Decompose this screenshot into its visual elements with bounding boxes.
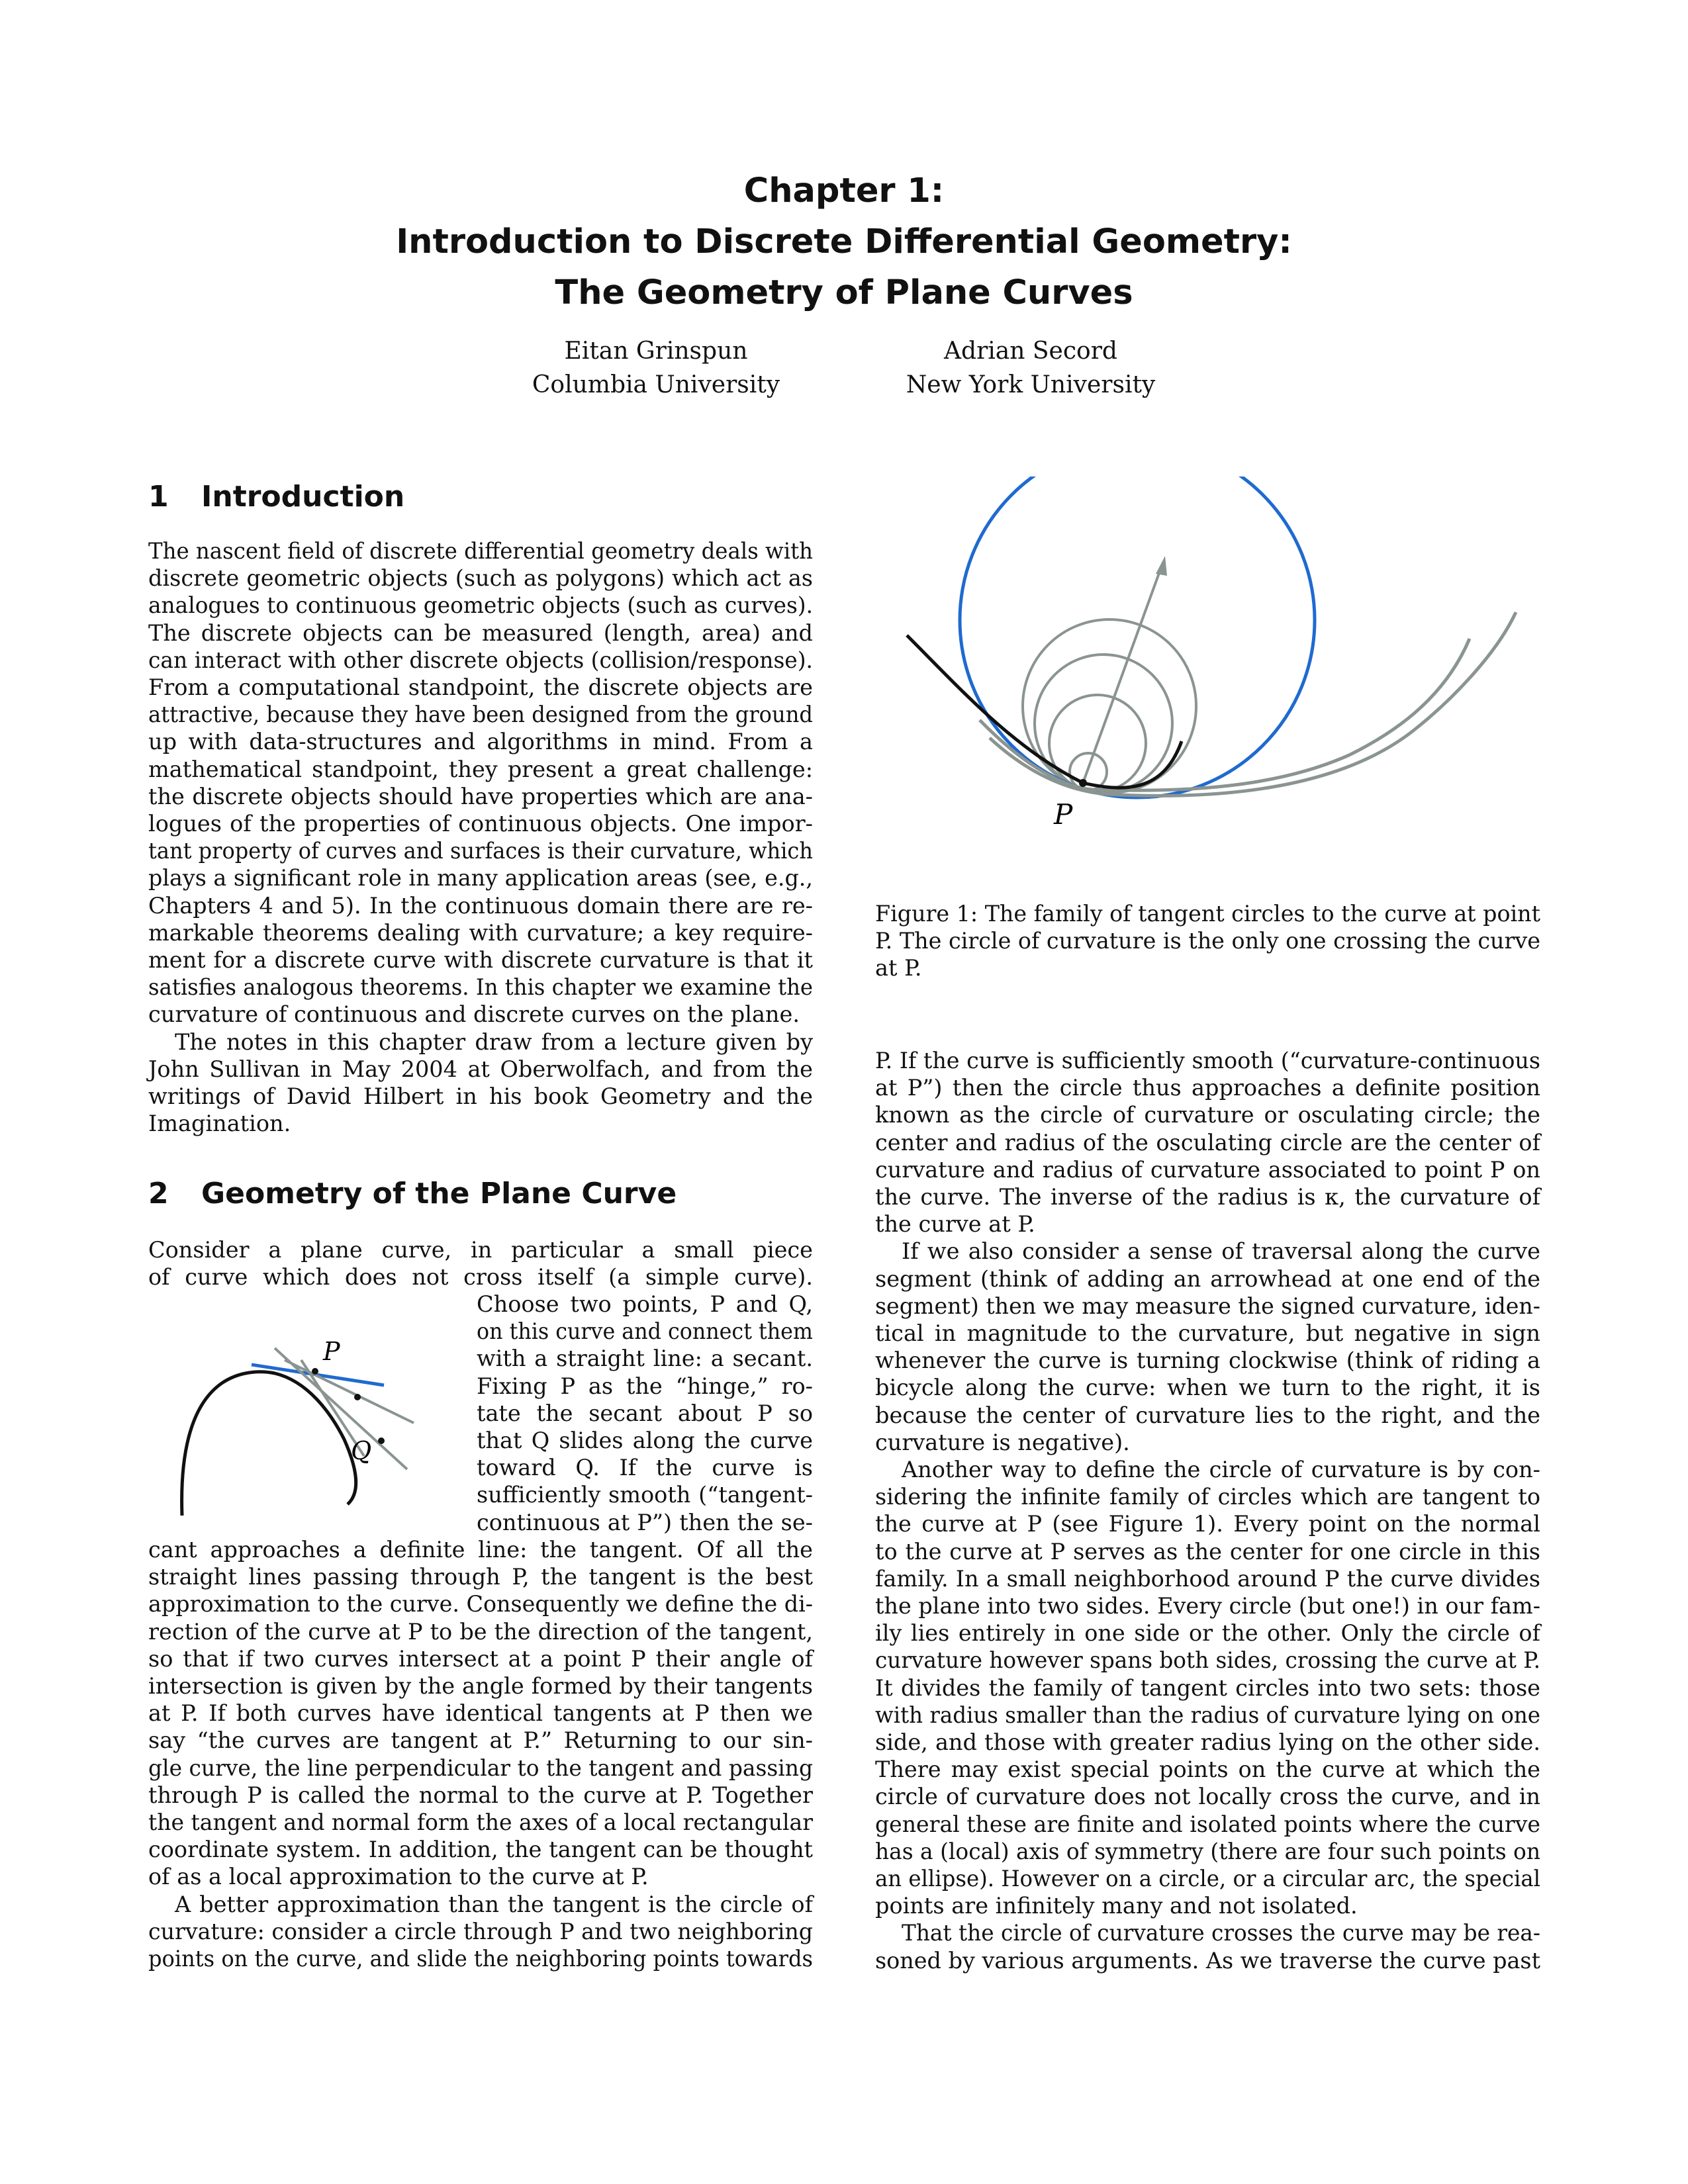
text-line: segment) then we may measure the signed curvature, iden- <box>875 1293 1540 1319</box>
text-line: of as a local approximation to the curve at P. <box>148 1864 649 1890</box>
label-p: P <box>323 1340 340 1366</box>
author-name: Adrian Secord <box>944 338 1117 365</box>
text-line: Fixing P as the “hinge,” ro- <box>477 1373 813 1399</box>
text-line: say “the curves are tangent at P.” Returning to our sin- <box>148 1727 813 1754</box>
point-p-dot <box>312 1368 318 1375</box>
title-line-3: The Geometry of Plane Curves <box>555 273 1133 312</box>
text-line: Another way to define the circle of curvature is by con- <box>902 1457 1540 1482</box>
text-line: writings of David Hilbert in his book Geometry and the <box>148 1083 813 1109</box>
text-line: with radius smaller than the radius of curvature lying on one <box>875 1702 1540 1728</box>
text-line: the curve at P. <box>875 1211 1035 1238</box>
text-line: discrete geometric objects (such as polygons) which act as <box>148 565 813 592</box>
text-line: curvature and radius of curvature associated to point P on <box>875 1156 1540 1183</box>
text-line: general these are finite and isolated points where the curve <box>875 1811 1540 1837</box>
text-line: known as the circle of curvature or osculating circle; the <box>875 1102 1540 1128</box>
text-line: That the circle of curvature crosses the curve may be rea- <box>902 1920 1540 1946</box>
text-line: cant approaches a definite line: the tangent. Of all the <box>148 1537 813 1563</box>
author-affiliation: New York University <box>906 371 1156 398</box>
text-line: at P”) then the circle thus approaches a definite position <box>875 1075 1540 1101</box>
text-line: ily lies entirely in one side or the other. Only the circle of <box>875 1620 1540 1647</box>
text-line: From a computational standpoint, the discrete objects are <box>148 674 813 700</box>
section-heading <box>148 480 404 514</box>
text-line: gle curve, the line perpendicular to the tangent and passing <box>148 1754 813 1781</box>
text-line: mathematical standpoint, they present a great challenge: <box>148 756 813 782</box>
author-block <box>484 334 828 402</box>
text-line: The nascent field of discrete differential geometry deals with <box>148 538 813 564</box>
text-line: ment for a discrete curve with discrete curvature is that it <box>148 947 813 973</box>
normal-arrow <box>1083 566 1162 783</box>
text-line: sidering the infinite family of circles which are tangent to <box>875 1484 1540 1510</box>
text-line: P. If the curve is sufficiently smooth (“curvature-continuous <box>875 1048 1540 1073</box>
text-line: curvature: consider a circle through P and two neighboring <box>148 1918 813 1944</box>
point-q-dot <box>378 1437 385 1444</box>
caption-line: at P. <box>875 955 922 981</box>
text-line: sufficiently smooth (“tangent- <box>477 1482 813 1508</box>
caption-line: Figure 1: The family of tangent circles to the curve at point <box>875 901 1540 927</box>
point-p-dot <box>1079 779 1087 787</box>
text-line: tant property of curves and surfaces is their curvature, which <box>148 838 813 864</box>
label-q: Q <box>351 1436 372 1465</box>
text-line: analogues to continuous geometric objects (such as curves). <box>148 592 813 619</box>
text-line: soned by various arguments. As we traverse the curve past <box>875 1947 1540 1974</box>
text-line: points on the curve, and slide the neighboring points towards <box>148 1946 813 1972</box>
text-line: on this curve and connect them <box>477 1318 813 1345</box>
text-line: Choose two points, P and Q, <box>477 1291 813 1317</box>
text-line: the curve. The inverse of the radius is κ, the curvature of <box>875 1184 1540 1210</box>
text-line: approximation to the curve. Consequently we define the di- <box>148 1591 813 1617</box>
text-line: If we also consider a sense of traversal along the curve <box>902 1238 1540 1265</box>
text-line: plays a significant role in many application areas (see, e.g., <box>148 865 813 891</box>
text-line: points are infinitely many and not isolated. <box>875 1893 1358 1919</box>
text-line: continuous at P”) then the se- <box>477 1509 813 1535</box>
text-line: an ellipse). However on a circle, or a circular arc, the special <box>875 1866 1540 1891</box>
text-line: It divides the family of tangent circles into two sets: those <box>875 1674 1540 1701</box>
text-line: logues of the properties of continuous objects. One impor- <box>148 811 813 837</box>
section-number: 1 <box>148 480 169 514</box>
figure-1-tangent-circles <box>880 477 1529 847</box>
author-name: Eitan Grinspun <box>564 338 748 365</box>
text-line: John Sullivan in May 2004 at Oberwolfach, and from the <box>148 1056 813 1082</box>
secant-line-2 <box>285 1360 414 1423</box>
section-heading <box>148 1177 677 1210</box>
text-line: curvature of continuous and discrete curves on the plane. <box>148 1001 800 1028</box>
text-line: with a straight line: a secant. <box>477 1345 813 1372</box>
text-line: family. In a small neighborhood around P the curve divides <box>875 1565 1540 1592</box>
secant-figure <box>159 1340 477 1519</box>
text-line: so that if two curves intersect at a point P their angle of <box>148 1645 813 1672</box>
section-title: Geometry of the Plane Curve <box>201 1177 677 1210</box>
text-line: can interact with other discrete objects (collision/response). <box>148 647 813 673</box>
text-line: intersection is given by the angle formed by their tangents <box>148 1673 813 1699</box>
text-line: A better approximation than the tangent is the circle of <box>175 1891 813 1917</box>
figure-label-p: P <box>1054 798 1073 831</box>
text-line: attractive, because they have been designed from the ground <box>148 702 813 728</box>
point-dot <box>354 1394 361 1400</box>
author-block <box>859 334 1203 402</box>
text-line: the plane into two sides. Every circle (but one!) in our fam- <box>875 1593 1540 1619</box>
text-line: tical in magnitude to the curvature, but negative in sign <box>875 1320 1540 1346</box>
text-line: side, and those with greater radius lying on the other side. <box>875 1729 1540 1755</box>
text-line: The notes in this chapter draw from a lecture given by <box>175 1028 813 1055</box>
text-line: because the center of curvature lies to the right, and the <box>875 1402 1540 1428</box>
text-line: of curve which does not cross itself (a simple curve). <box>148 1264 813 1291</box>
title-line-1: Chapter 1: <box>743 171 945 210</box>
section-number: 2 <box>148 1177 169 1210</box>
plane-curve <box>182 1372 356 1516</box>
text-line: circle of curvature does not locally cross the curve, and in <box>875 1784 1540 1810</box>
text-line: satisfies analogous theorems. In this chapter we examine the <box>148 974 813 1001</box>
text-line: The discrete objects can be measured (length, area) and <box>148 619 813 646</box>
text-line: curvature is negative). <box>875 1429 1130 1455</box>
text-line: rection of the curve at P to be the direction of the tangent, <box>148 1618 813 1645</box>
author-affiliation: Columbia University <box>532 371 780 398</box>
text-line: toward Q. If the curve is <box>477 1455 813 1481</box>
chapter-title <box>0 165 1688 318</box>
text-line: markable theorems dealing with curvature; a key require- <box>148 919 813 946</box>
section-title: Introduction <box>201 480 405 514</box>
arrow-head-icon <box>1156 556 1167 576</box>
text-line: at P. If both curves have identical tangents at P then we <box>148 1700 813 1727</box>
text-line: up with data-structures and algorithms in mind. From a <box>148 729 813 755</box>
text-line: bicycle along the curve: when we turn to the right, it is <box>875 1375 1540 1401</box>
text-line: the tangent and normal form the axes of a local rectangular <box>148 1809 813 1835</box>
caption-line: P. The circle of curvature is the only one crossing the curve <box>875 928 1540 954</box>
text-line: Chapters 4 and 5). In the continuous domain there are re- <box>148 892 813 919</box>
text-line: to the curve at P serves as the center for one circle in this <box>875 1538 1540 1565</box>
text-line: Imagination. <box>148 1111 291 1137</box>
text-line: There may exist special points on the curve at which the <box>875 1756 1540 1783</box>
text-line: tate the secant about P so <box>477 1400 813 1426</box>
text-line: straight lines passing through P, the tangent is the best <box>148 1564 813 1590</box>
text-line: coordinate system. In addition, the tangent can be thought <box>148 1837 813 1863</box>
text-line: the curve at P (see Figure 1). Every point on the normal <box>875 1511 1540 1537</box>
text-line: has a (local) axis of symmetry (there are four such points on <box>875 1838 1540 1864</box>
text-line: curvature however spans both sides, crossing the curve at P. <box>875 1647 1540 1674</box>
title-line-2: Introduction to Discrete Differential Geometry: <box>396 222 1292 261</box>
text-line: center and radius of the osculating circle are the center of <box>875 1129 1540 1156</box>
text-line: through P is called the normal to the curve at P. Together <box>148 1782 813 1808</box>
text-line: that Q slides along the curve <box>477 1428 813 1453</box>
text-line: whenever the curve is turning clockwise (think of riding a <box>875 1347 1540 1374</box>
text-line: segment (think of adding an arrowhead at one end of the <box>875 1265 1540 1292</box>
text-line: Consider a plane curve, in particular a small piece <box>148 1237 813 1263</box>
text-line: the discrete objects should have properties which are ana- <box>148 783 813 809</box>
